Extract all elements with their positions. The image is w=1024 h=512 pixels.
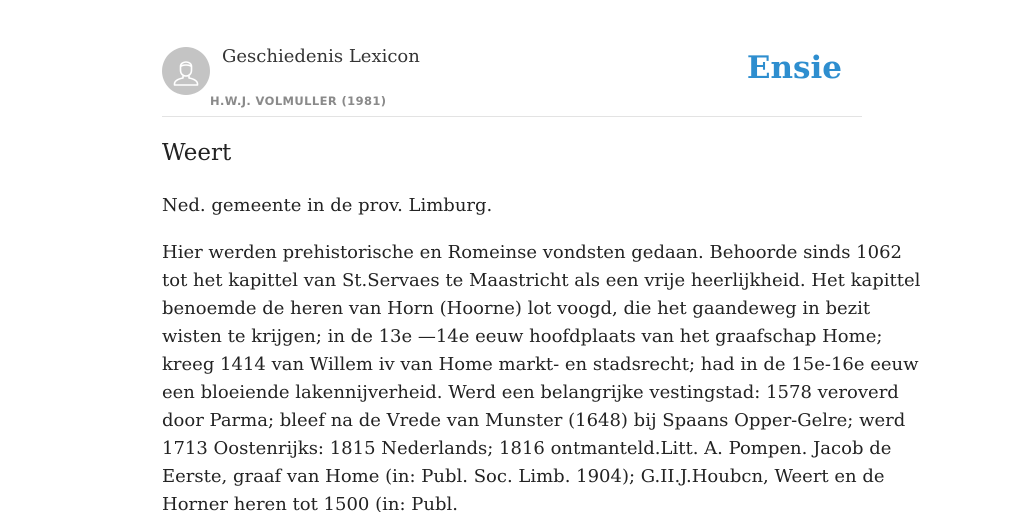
avatar[interactable] — [162, 47, 210, 95]
source-header — [162, 0, 862, 117]
article-line: tot het kapittel van St.Servaes te Maastricht als een vrije heerlijkheid. Het kapittel — [162, 270, 921, 291]
article-line: benoemde de heren van Horn (Hoorne) lot voogd, die het gaandeweg in bezit — [162, 298, 871, 319]
article-line: Eerste, graaf van Home (in: Publ. Soc. Limb. 1904); G.II.J.Houbcn, Weert en de — [162, 466, 885, 487]
article-line: een bloeiende lakennijverheid. Werd een belangrijke vestingstad: 1578 veroverd — [162, 382, 899, 403]
article-line: Horner heren tot 1500 (in: Publ. — [162, 494, 458, 512]
source-author[interactable]: H.W.J. VOLMULLER (1981) — [210, 94, 387, 108]
article-body — [162, 192, 921, 512]
article-line: kreeg 1414 van Willem iv van Home markt- en stadsrecht; had in de 15e-16e eeuw — [162, 354, 919, 375]
ensie-logo[interactable]: Ensie — [746, 50, 842, 86]
article-paragraph — [162, 239, 921, 512]
page-title: Weert — [162, 140, 232, 166]
article-line: Hier werden prehistorische en Romeinse vondsten gedaan. Behoorde sinds 1062 — [162, 242, 902, 263]
source-title[interactable]: Geschiedenis Lexicon — [222, 46, 420, 67]
article-intro: Ned. gemeente in de prov. Limburg. — [162, 195, 493, 216]
article-line: wisten te krijgen; in de 13e —14e eeuw hoofdplaats van het graafschap Home; — [162, 326, 883, 347]
article-line: door Parma; bleef na de Vrede van Munster (1648) bij Spaans Opper-Gelre; werd — [162, 410, 906, 431]
user-silhouette-icon — [162, 47, 210, 95]
article-line: 1713 Oostenrijks: 1815 Nederlands; 1816 ontmanteld.Litt. A. Pompen. Jacob de — [162, 438, 892, 459]
